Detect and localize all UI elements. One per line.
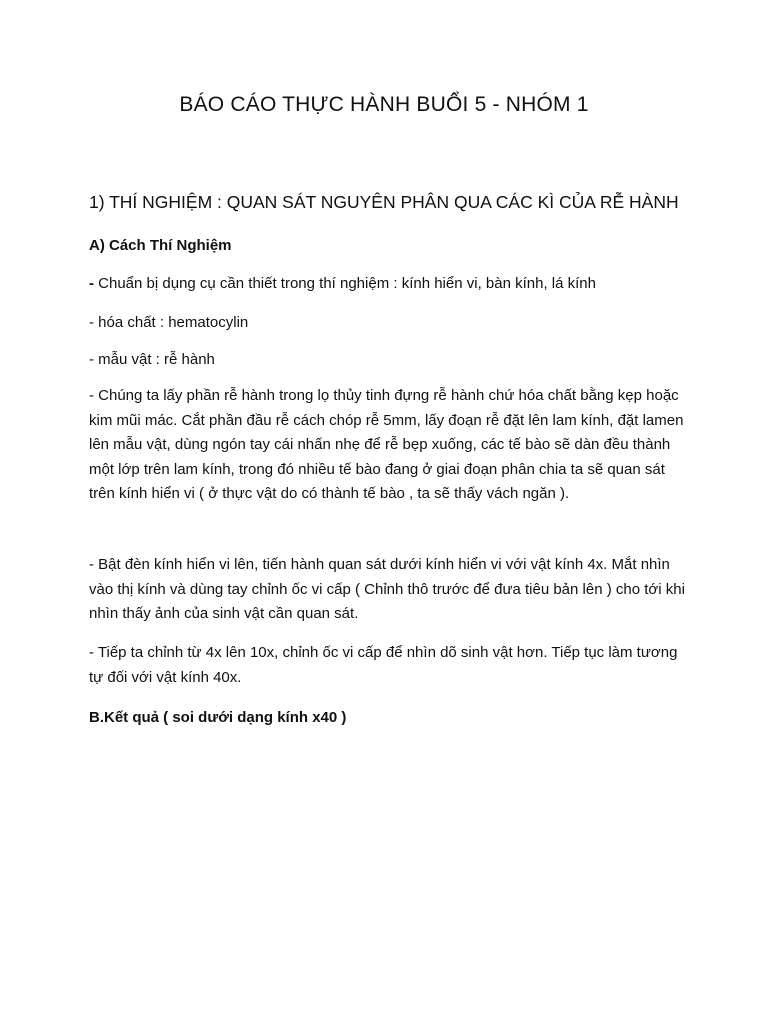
subsection-a-heading: A) Cách Thí Nghiệm [89,237,232,254]
paragraph-procedure: - Chúng ta lấy phần rễ hành trong lọ thủy tinh đựng rễ hành chứ hóa chất bằng kẹp hoặc kim mũi mác. Cắt phần đầu rễ cách chóp rễ 5mm, lấy đoạn rễ đặt lên lam kính, đặt lamen lên mẫu vật, dùng ngón tay cái nhấn nhẹ để rễ bẹp xuống, các tế bào sẽ dàn đều thành một lớp trên lam kính, trong đó nhiều tế bào đang ở giai đoạn phân chia ta sẽ quan sát trên kính hiển vi ( ở thực vật do có thành tế bào , ta sẽ thấy vách ngăn ). [89,387,684,502]
paragraph-microscope: - Bật đèn kính hiển vi lên, tiến hành quan sát dưới kính hiển vi với vật kính 4x. Mắt nhìn vào thị kính và dùng tay chỉnh ốc vi cấp ( Chỉnh thô trước để đưa tiêu bản lên ) cho tới khi nhìn thấy ảnh của sinh vật cần quan sát. [89,556,685,622]
paragraph-chemicals: - hóa chất : hematocylin [89,314,249,331]
paragraph-sample: - mẫu vật : rễ hành [89,351,215,368]
paragraph-equipment [89,272,689,297]
section-heading: 1) THÍ NGHIỆM : QUAN SÁT NGUYÊN PHÂN QUA CÁC KÌ CỦA RỄ HÀNH [89,192,679,212]
subsection-b-heading: B.Kết quả ( soi dưới dạng kính x40 ) [89,709,347,726]
paragraph-magnification: - Tiếp ta chỉnh từ 4x lên 10x, chỉnh ốc vi cấp để nhìn dõ sinh vật hơn. Tiếp tục làm tương tự đối với vật kính 40x. [89,644,678,686]
document-title: BÁO CÁO THỰC HÀNH BUỔI 5 - NHÓM 1 [179,93,589,116]
paragraph-dash: - [89,275,94,292]
paragraph-equipment-text: Chuẩn bị dụng cụ cần thiết trong thí nghiệm : kính hiển vi, bàn kính, lá kính [94,275,596,292]
